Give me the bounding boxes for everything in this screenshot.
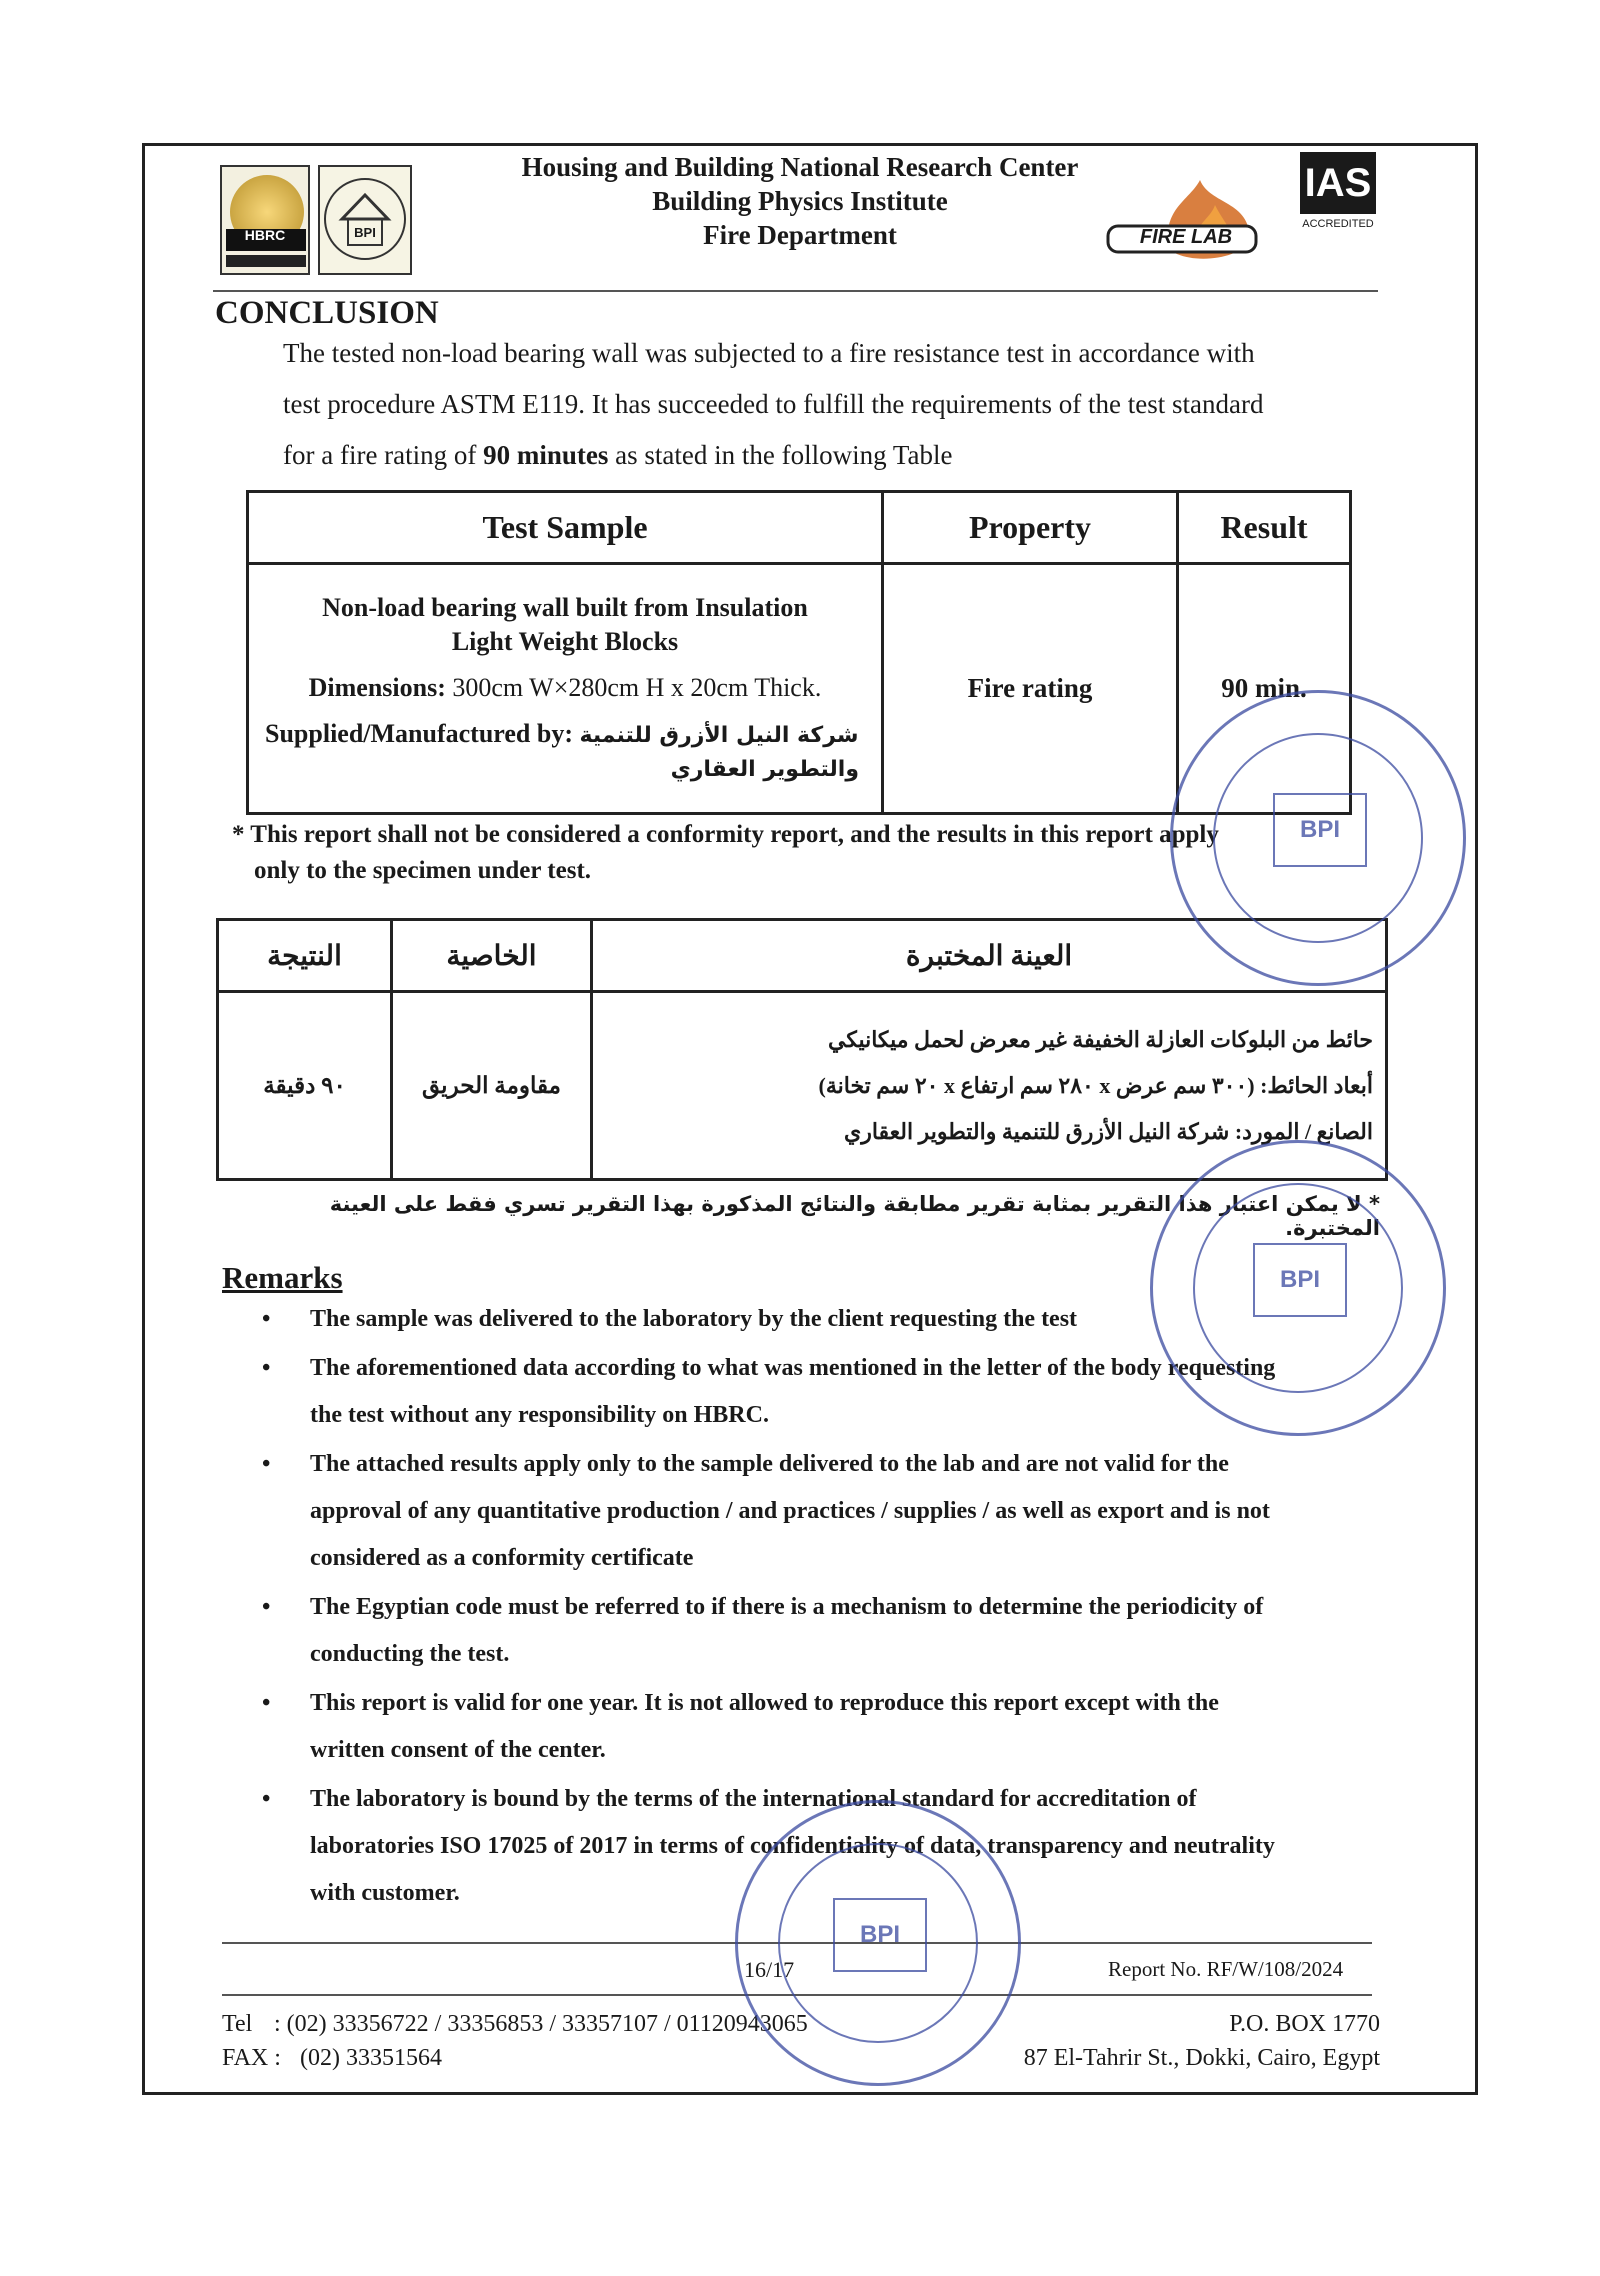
sample-supplier-line-2: والتطوير العقاري [670, 756, 859, 782]
arabic-sample-line-3: الصانع / المورد: شركة النيل الأزرق للتنمية والتطوير العقاري [843, 1118, 1373, 1144]
fax-line: FAX : (02) 33351564 [222, 2045, 442, 2071]
remark-item: • This report is valid for one year. It is not allowed to reproduce this report except with the written consent of the center. [262, 1690, 1219, 1763]
hbrc-logo-text: HBRC [244, 227, 286, 243]
header-line-1: Housing and Building National Research Center [521, 152, 1079, 182]
property-cell: Fire rating [883, 564, 1178, 814]
conclusion-line-2: test procedure ASTM E119. It has succeeded to fulfill the requirements of the test standard [283, 389, 1264, 419]
official-stamp-1 [1170, 690, 1466, 986]
sample-dimensions: Dimensions: 300cm W×280cm H x 20cm Thick. [308, 672, 822, 702]
remark-item: • The Egyptian code must be referred to if there is a mechanism to determine the periodicity of conducting the test. [262, 1594, 1264, 1667]
sample-description-2: Light Weight Blocks [451, 626, 679, 656]
header-property: Property [883, 492, 1178, 564]
sample-supplier: Supplied/Manufactured by: شركة النيل الأزرق للتنمية [265, 718, 859, 748]
header-divider [213, 290, 1378, 292]
arabic-header-sample: العينة المختبرة [592, 920, 1387, 992]
arabic-header-property: الخاصية [392, 920, 592, 992]
official-stamp-2 [1150, 1140, 1446, 1436]
arabic-results-table [216, 918, 1388, 1181]
conclusion-line-1: The tested non-load bearing wall was subjected to a fire resistance test in accordance with [283, 338, 1255, 368]
page-number: 16/17 [744, 1957, 795, 1982]
remarks-heading: Remarks [222, 1260, 343, 1295]
arabic-result-cell: ٩٠ دقيقة [218, 992, 392, 1180]
sample-description-1: Non-load bearing wall built from Insulation [322, 592, 808, 622]
header-result: Result [1178, 492, 1351, 564]
arabic-header-result: النتيجة [218, 920, 392, 992]
contact-info [222, 2007, 808, 2075]
ias-logo [1300, 152, 1380, 262]
arabic-conformity-note: * لا يمكن اعتبار هذا التقرير بمثابة تقرير مطابقة والنتائج المذكورة بهذا التقرير تسري فقط على العينة المختبرة. [329, 1192, 1380, 1240]
official-stamp-3 [735, 1800, 1021, 2086]
remark-item: • The attached results apply only to the sample delivered to the lab and are not valid for the approval of any quantitative production / and practices / supplies / as well as export and is not considered as a conformity certificate [262, 1451, 1270, 1571]
report-number: Report No. RF/W/108/2024 [1108, 1957, 1344, 1981]
remark-item: • The sample was delivered to the laboratory by the client requesting the test [262, 1306, 1078, 1332]
header-line-2: Building Physics Institute [652, 186, 948, 216]
english-note-line-1: * This report shall not be considered a conformity report, and the results in this report apply [232, 821, 1219, 848]
result-cell: 90 min. [1178, 564, 1351, 814]
header-line-3: Fire Department [703, 220, 897, 250]
conclusion-line-3: for a fire rating of 90 minutes as stated in the following Table [283, 440, 953, 470]
po-box: P.O. BOX 1770 [1229, 2011, 1380, 2037]
stamp-house-icon: BPI [1273, 793, 1367, 867]
conclusion-paragraph [283, 328, 1403, 481]
ias-logo-text: IAS [1300, 152, 1376, 214]
telephone-line: Tel : (02) 33356722 / 33356853 / 33357107 / 01120943065 [222, 2011, 808, 2037]
arabic-property-cell: مقاومة الحريق [392, 992, 592, 1180]
postal-address [980, 2007, 1380, 2075]
ias-accredited-text: ACCREDITED [1302, 218, 1374, 230]
fire-rating-duration: 90 minutes [483, 440, 609, 470]
remark-item: • The aforementioned data according to what was mentioned in the letter of the body requesting the test without any responsibility on HBRC. [262, 1355, 1276, 1428]
conclusion-heading: CONCLUSION [215, 295, 439, 331]
firelab-logo [1100, 170, 1270, 270]
street-address: 87 El-Tahrir St., Dokki, Cairo, Egypt [1023, 2045, 1380, 2071]
header-test-sample: Test Sample [248, 492, 883, 564]
remark-item: • The laboratory is bound by the terms of the international standard for accreditation of laboratories ISO 17025 of 2017 in terms of confidentiality of data, transparency and neutrality with customer. [262, 1786, 1275, 1906]
english-note-line-2: only to the specimen under test. [254, 857, 592, 884]
firelab-logo-text: FIRE LAB [1139, 226, 1233, 248]
arabic-sample-line-1: حائط من البلوكات العازلة الخفيفة غير معرض لحمل ميكانيكي [827, 1026, 1373, 1052]
stamp-house-icon: BPI [833, 1898, 927, 1972]
test-sample-cell [248, 564, 883, 814]
bpi-logo-text: BPI [354, 225, 376, 240]
english-results-table [246, 490, 1352, 815]
flame-icon [1100, 170, 1270, 270]
arabic-sample-line-2: أبعاد الحائط: (٣٠٠ سم عرض x ٢٨٠ سم ارتفاع x ٢٠ سم تخانة) [818, 1072, 1373, 1098]
stamp-house-icon: BPI [1253, 1243, 1347, 1317]
